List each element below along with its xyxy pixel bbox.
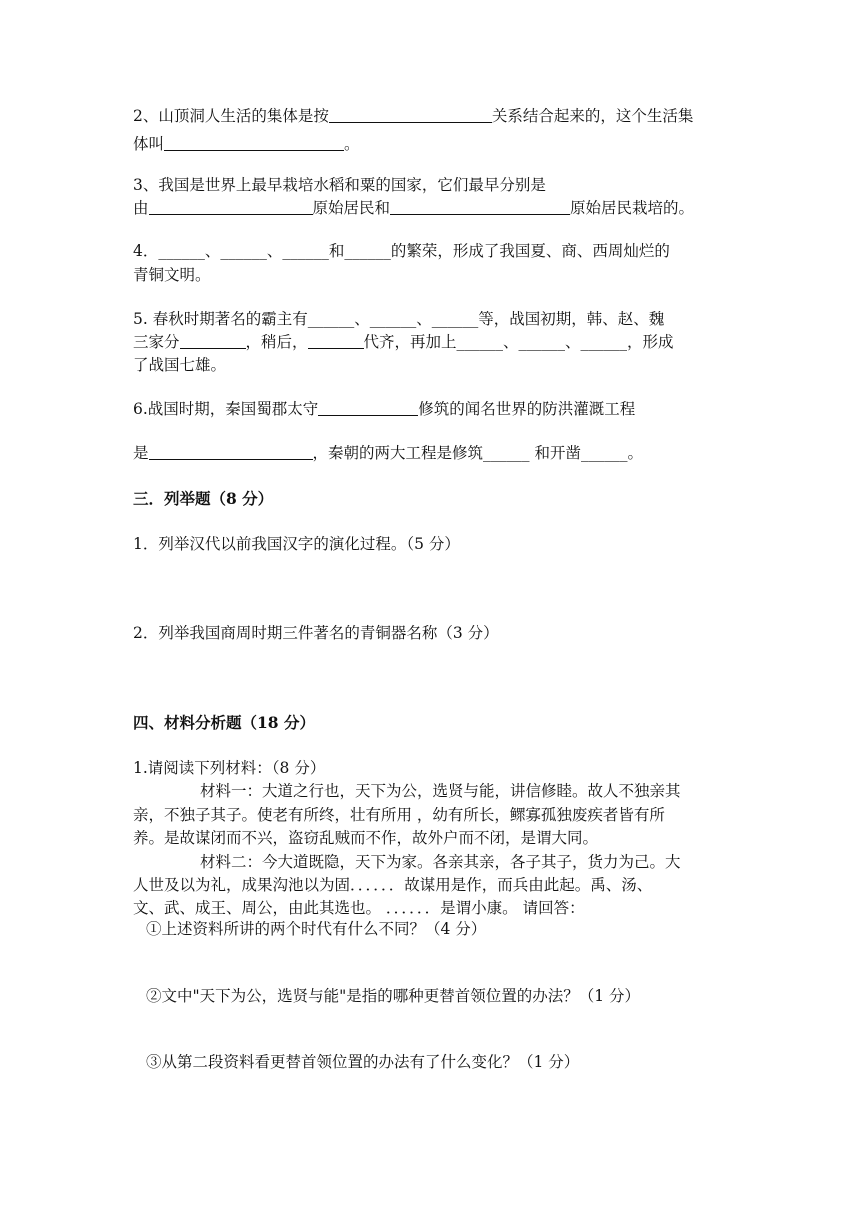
- q5-line-2: [133, 331, 736, 353]
- q6-text-a: 6.战国时期，秦国蜀郡太守: [133, 400, 319, 418]
- question-a: ①上述资料所讲的两个时代有什么不同？（4 分）: [146, 920, 487, 938]
- q3-line-1: 3、我国是世界上最早栽培水稻和粟的国家，它们最早分别是: [133, 176, 546, 194]
- q5-text-a: 三家分: [133, 333, 180, 351]
- q6-text-b: 修筑的闻名世界的防洪灌溉工程: [418, 400, 636, 418]
- q3-line-2: [133, 197, 736, 219]
- q3-text-b: 原始居民和: [312, 199, 391, 217]
- q6-blank-official: [318, 399, 418, 416]
- q5-blank-jin: [180, 332, 246, 349]
- section3-q1: 1．列举汉代以前我国汉字的演化过程。（5 分）: [133, 535, 460, 553]
- q6-line-1: [133, 398, 736, 420]
- q3-text-a: 由: [133, 199, 149, 217]
- q2-text-b: 关系结合起来的，这个生活集: [491, 107, 694, 125]
- q2-text-d: 。: [344, 135, 360, 153]
- material1-line-1: 材料一：大道之行也，天下为公，选贤与能，讲信修睦。故人不独亲其: [200, 782, 681, 800]
- material2-line-1: 材料二：今大道既隐，天下为家。各亲其亲，各子其子，货力为己。大: [200, 853, 681, 871]
- section3-heading: 三．列举题（8 分）: [133, 489, 274, 508]
- question-b: ②文中"天下为公，选贤与能"是指的哪种更替首领位置的办法？（1 分）: [146, 987, 641, 1005]
- q6-text-d: ，秦朝的两大工程是修筑______ 和开凿______。: [312, 444, 643, 462]
- q2-line-1: [133, 105, 736, 127]
- q5-text-b: ，稍后，: [245, 333, 308, 351]
- material1-line-3: 养。是故谋闭而不兴，盗窃乱贼而不作，故外户而不闭，是谓大同。: [133, 829, 599, 847]
- section4-intro: 1.请阅读下列材料：（8 分）: [133, 759, 326, 777]
- q3-blank-millet: [390, 198, 570, 215]
- q5-blank-tian: [308, 332, 364, 349]
- q5-text-c: 代齐，再加上______、______、______，形成: [363, 333, 674, 351]
- q5-line-1: 5. 春秋时期著名的霸主有______、______、______等，战国初期，韩、赵、魏: [133, 310, 665, 328]
- material1-line-2: 亲，不独子其子。使老有所终，壮有所用 ，幼有所长，鳏寡孤独废疾者皆有所: [133, 806, 665, 824]
- q5-line-3: 了战国七雄。: [133, 356, 227, 374]
- q3-text-c: 原始居民栽培的。: [570, 199, 695, 217]
- q6-line-2: [133, 442, 736, 464]
- question-c: ③从第二段资料看更替首领位置的办法有了什么变化？（1 分）: [146, 1053, 580, 1071]
- q3-blank-rice: [149, 198, 313, 215]
- q6-text-c: 是: [133, 444, 149, 462]
- section4-heading: 四、材料分析题（18 分）: [133, 713, 315, 732]
- material2-line-3: 文、武、成王、周公，由此其选也。 ．．．．．．是谓小康。 请回答：: [133, 899, 585, 917]
- material2-line-2: 人世及以为礼，成果沟池以为固．．．．．．故谋用是作，而兵由此起。禹、汤、: [133, 876, 653, 894]
- q2-blank-relation: [329, 106, 492, 123]
- q2-line-2: [133, 133, 736, 155]
- q4-line-1: 4．______、______、______和______的繁荣，形成了我国夏、商、西周灿烂的: [133, 242, 670, 260]
- q6-blank-project: [149, 443, 313, 460]
- q4-line-2: 青铜文明。: [133, 266, 211, 284]
- section3-q2: 2．列举我国商周时期三件著名的青铜器名称（3 分）: [133, 624, 499, 642]
- q2-text-a: 2、山顶洞人生活的集体是按: [133, 107, 329, 125]
- q2-text-c: 体叫: [133, 135, 165, 153]
- q2-blank-collective: [164, 134, 344, 151]
